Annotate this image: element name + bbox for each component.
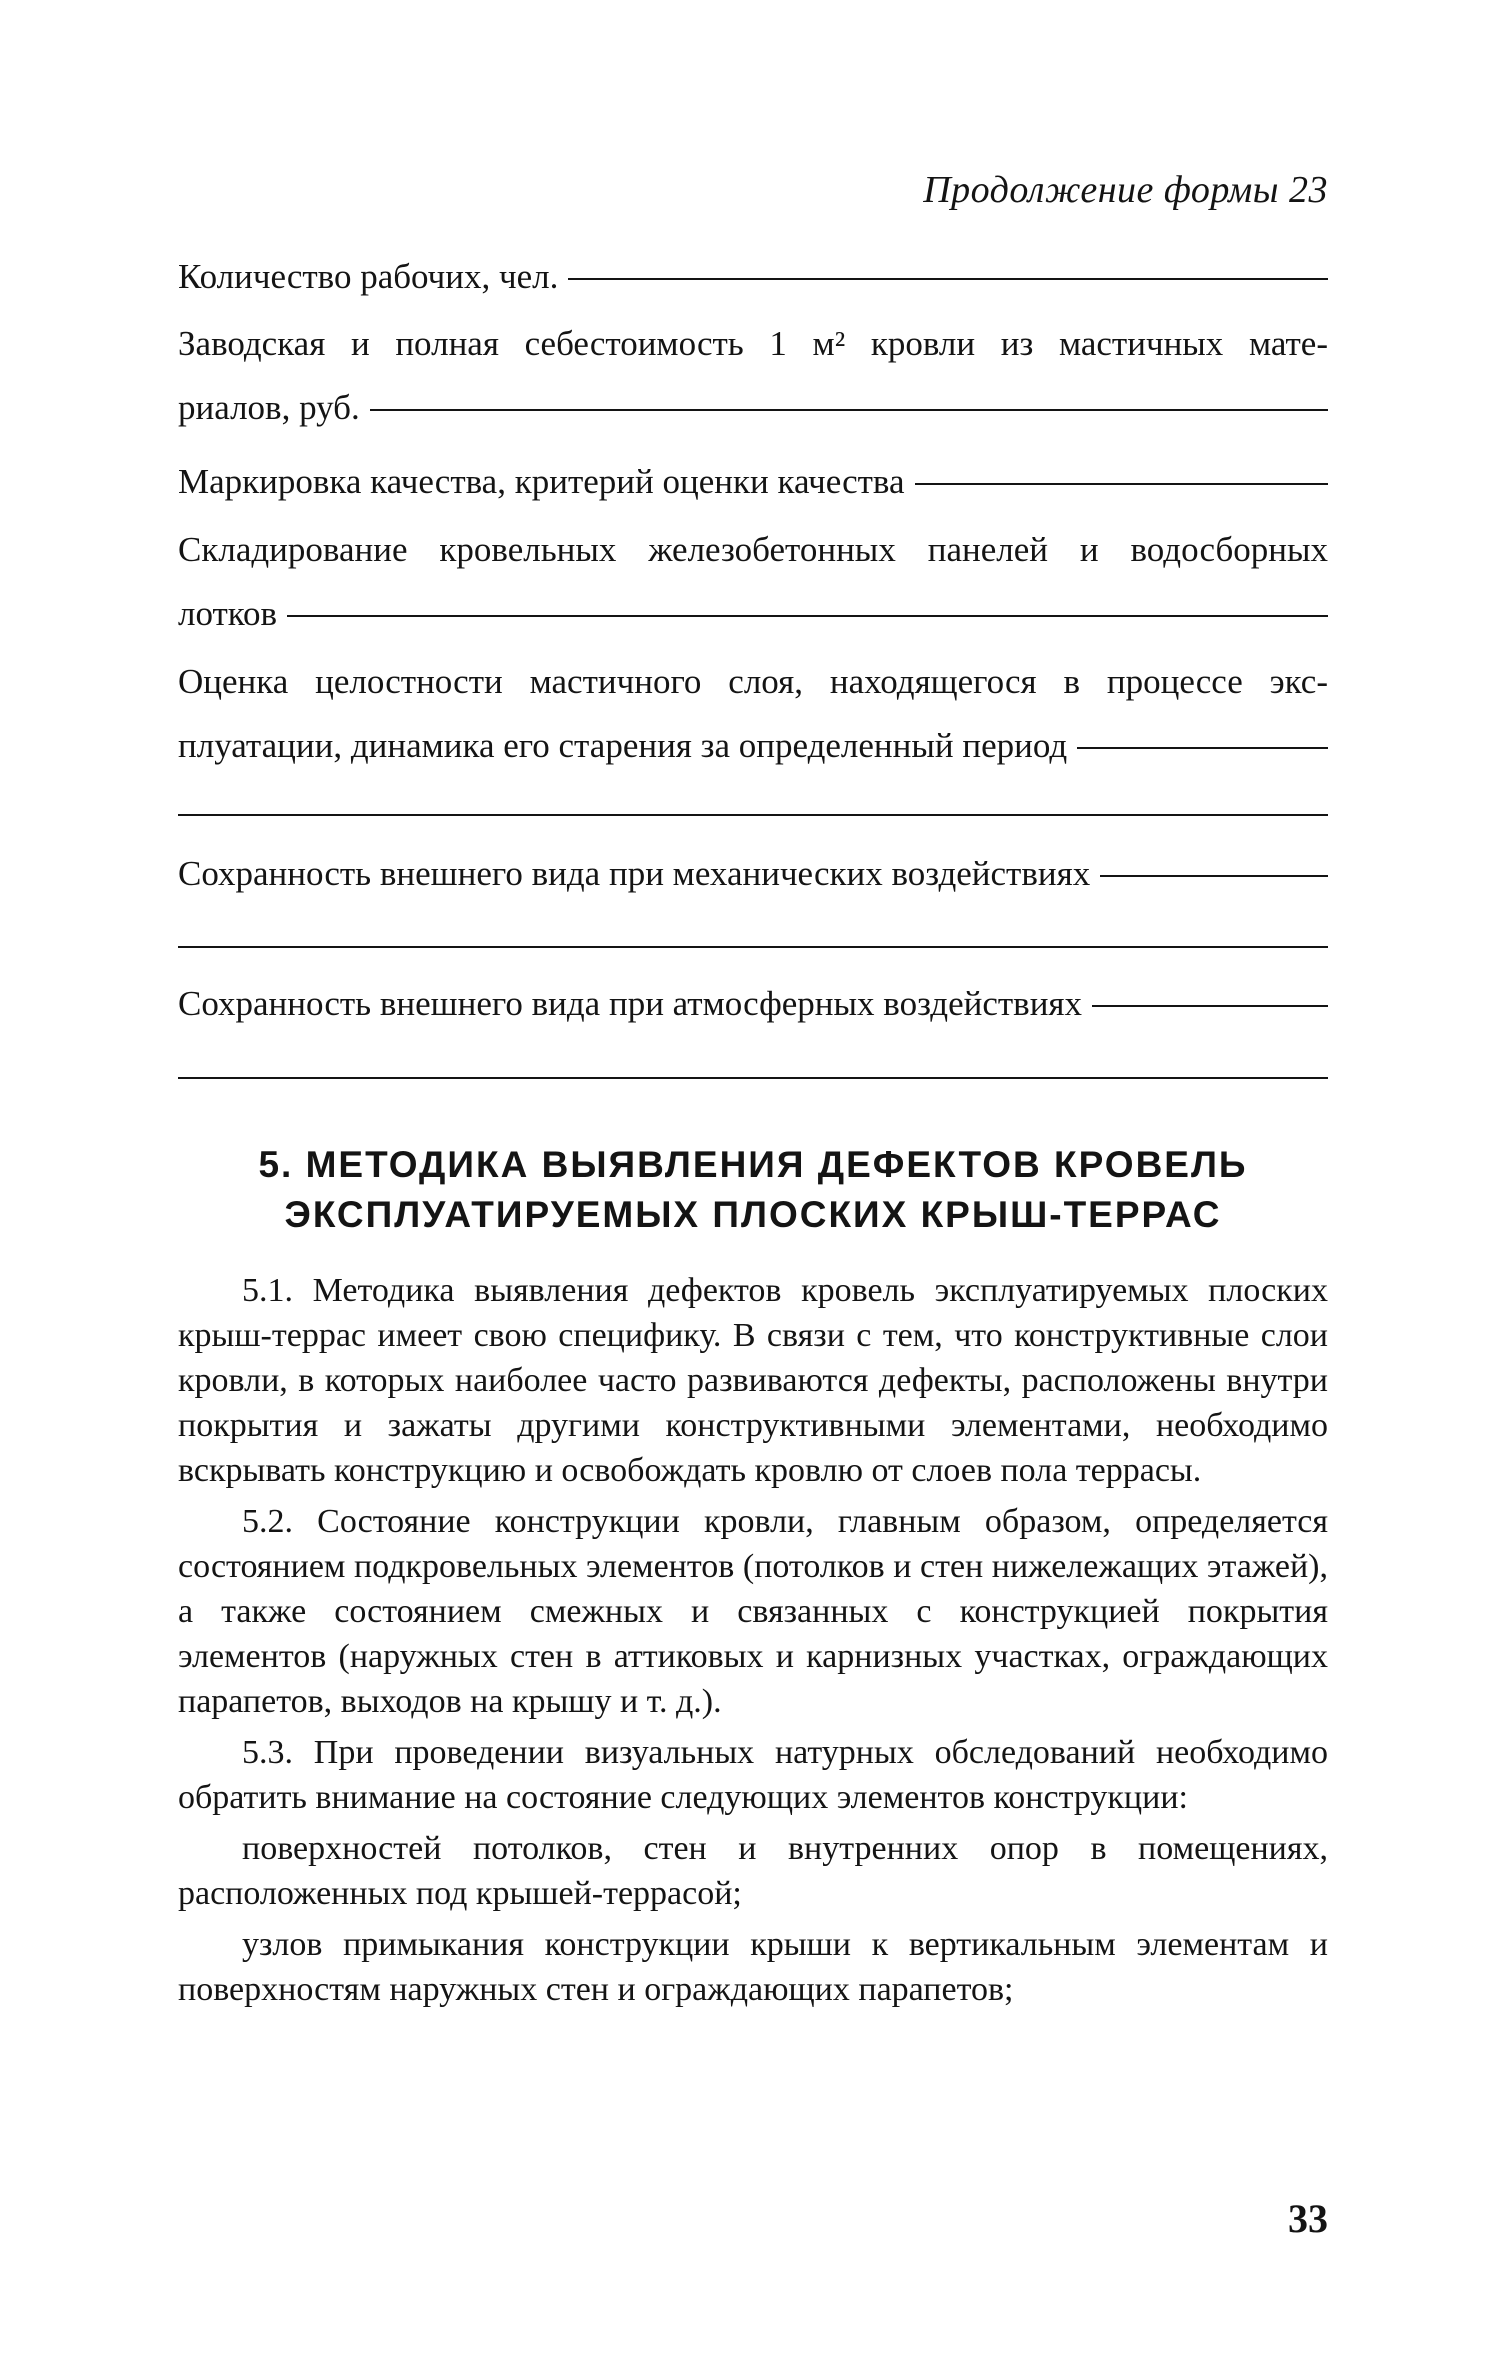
fill-in-line [1100,874,1328,877]
field-atmospheric [178,972,1328,1036]
field-label: Сохранность внешнего вида при атмосферных воздействиях [178,984,1083,1023]
paragraph-5-1: 5.1. Методика выявления дефектов кровель эксплуатируемых плоских крыш-террас имеет свою специфику. В связи с тем, что конструктивные слои кровли, в которых наиболее часто развиваются дефекты, расположены внутри покрытия и зажаты другими конструктивными элементами, необходимо вскрывать конструкцию и освобождать кровлю от слоев пола террасы. [178,1272,1328,1489]
fill-in-line [370,408,1328,411]
running-head: Продолжение формы 23 [923,169,1328,211]
fill-in-line [178,814,1328,816]
field-mechanical [178,842,1328,906]
fill-in-line [915,482,1328,485]
list-item: поверхностей потолков, стен и внутренних опор в помещениях, расположенных под крышей-террасой; [178,1830,1328,1912]
fill-in-line [1077,746,1328,749]
paragraph-5-2: 5.2. Состояние конструкции кровли, главным образом, определяется состоянием подкровельных элементов (потолков и стен нижележащих этажей), а также состоянием смежных и связанных с конструкцией покрытия элементов (наружных стен в аттиковых и карнизных участках, ограждающих парапетов, выходов на крышу и т. д.). [178,1503,1328,1720]
field-label: Оценка целостности мастичного слоя, находящегося в процессе экс- [178,662,1328,701]
field-label: Складирование кровельных железобетонных панелей и водосборных [178,530,1328,569]
page-number: 33 [1288,2196,1328,2241]
fill-in-line [1092,1004,1328,1007]
field-label: риалов, руб. [178,388,360,427]
list-item: узлов примыкания конструкции крыши к вертикальным элементам и поверхностям наружных стен и ограждающих парапетов; [178,1926,1328,2008]
fill-in-line [568,277,1328,280]
section-heading-line: 5. МЕТОДИКА ВЫЯВЛЕНИЯ ДЕФЕКТОВ КРОВЕЛЬ [258,1144,1248,1185]
fill-in-line [178,946,1328,948]
field-storage [178,518,1328,646]
field-quality-marking [178,450,1328,514]
section-heading-line: ЭКСПЛУАТИРУЕМЫХ ПЛОСКИХ КРЫШ-ТЕРРАС [284,1194,1222,1235]
section-body [178,1268,1328,2018]
field-cost [178,312,1328,440]
paragraph-5-3: 5.3. При проведении визуальных натурных обследований необходимо обратить внимание на состояние следующих элементов конструкции: [178,1734,1328,1816]
field-label: Маркировка качества, критерий оценки качества [178,462,905,501]
field-integrity [178,650,1328,778]
fill-in-line [287,614,1328,617]
section-heading [178,1140,1328,1240]
field-label: Заводская и полная себестоимость 1 м² кровли из мастичных мате- [178,324,1328,363]
field-label: Сохранность внешнего вида при механических воздействиях [178,854,1091,893]
field-label: Количество рабочих, чел. [178,257,559,296]
fill-in-line [178,1077,1328,1079]
field-label: плуатации, динамика его старения за определенный период [178,726,1068,765]
field-label: лотков [178,594,278,633]
field-workers-count [178,245,1328,309]
